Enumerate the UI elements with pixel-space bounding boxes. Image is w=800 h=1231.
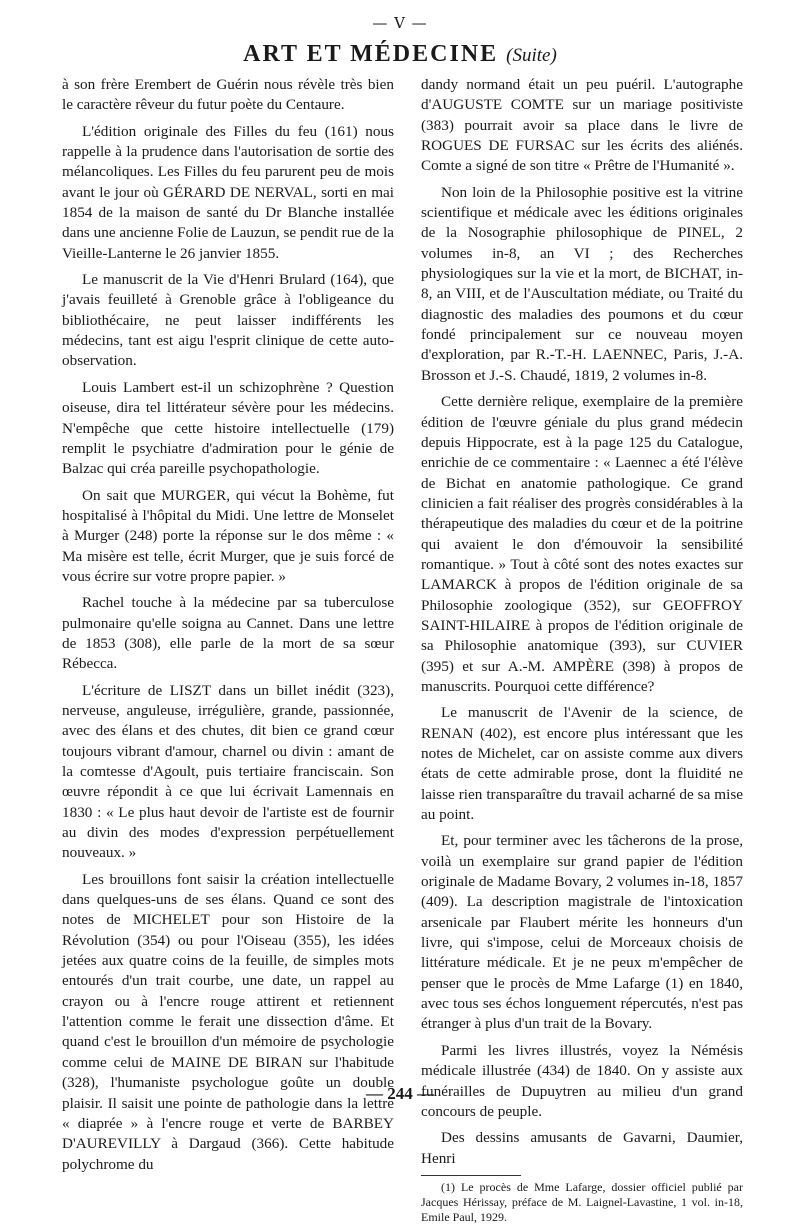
paragraph: Le manuscrit de la Vie d'Henri Brulard (164), que j'avais feuilleté à Grenoble grâce à l'obligeance du bibliothécaire, ne peut laisser indifférents les médecins, tant est aigu l'esprit clinique de cette auto-observation.: [62, 271, 394, 370]
section-numeral: — V —: [372, 14, 428, 32]
paragraph: Des dessins amusants de Gavarni, Daumier, Henri: [421, 1129, 743, 1167]
paragraph: On sait que MURGER, qui vécut la Bohème, fut hospitalisé à l'hôpital du Midi. Une lettre de Monselet à Murger (248) porte la réponse sur le dos même : « Ma misère est telle, écrit Murger, que je suis forcé de vous écrire sur votre propre papier. »: [62, 486, 394, 585]
paragraph: Rachel touche à la médecine par sa tuberculose pulmonaire qu'elle soigna au Cannet. Dans une lettre de 1853 (308), elle parle de la mort de sa sœur Rébecca.: [62, 594, 394, 673]
left-column: [62, 75, 394, 1181]
paragraph: à son frère Erembert de Guérin nous révèle très bien le caractère rêveur du futur poète du Centaure.: [62, 76, 394, 114]
paragraph: Parmi les livres illustrés, voyez la Némésis médicale illustrée (434) de 1840. On y assiste aux funérailles de Dupuytren au milieu d'un grand concours de peuple.: [421, 1041, 743, 1120]
paragraph: Non loin de la Philosophie positive est la vitrine scientifique et médicale avec les éditions originales de la Nosographie philosophique de PINEL, 2 volumes in-8, an VI ; des Recherches physiologiques sur la vie et la mort, de BICHAT, in-8, an VIII, et de l'Auscultation médiate, ou Traité du diagnostic des maladies des poumons et du cœur fondé principalement sur ce nouveau moyen d'exploration, par R.-T.-H. LAENNEC, Paris, J.-A. Brosson et J.-S. Chaudé, 1819, 2 volumes in-8.: [421, 183, 743, 384]
title-main: ART ET MÉDECINE: [243, 41, 499, 67]
paragraph: dandy normand était un peu puéril. L'autographe d'AUGUSTE COMTE sur un mariage positiviste (383) pourrait avoir sa place dans le livre de ROGUES DE FURSAC sur les écrits des aliénés. Comte a signé de son titre « Prêtre de l'Humanité ».: [421, 76, 743, 175]
paragraph: L'écriture de LISZT dans un billet inédit (323), nerveuse, anguleuse, irrégulière, grande, passionnée, avec des élans et des chutes, dit bien ce grand cœur toujours vibrant d'amour, charnel ou divin : amant de la comtesse d'Agoult, puis tertiaire franciscain. Son œuvre répondit à ce que lui écrivait Lamennais en 1830 : « Le plus haut devoir de l'artiste est de fournir au divin des modes d'expression perpétuellement nouveaux. »: [62, 681, 394, 862]
footnote-rule: [421, 1175, 521, 1176]
paragraph: Louis Lambert est-il un schizophrène ? Question oiseuse, dira tel littérateur sévère pour les médecins. N'empêche que cette histoire intellectuelle (179) remplit le psychiatre d'admiration pour le génie de Balzac qui créa pareille psychopathologie.: [62, 378, 394, 478]
paragraph: Le manuscrit de l'Avenir de la science, de RENAN (402), est encore plus intéressant que les notes de Michelet, car on assiste comme aux divers états de cette admirable prose, dont la fluidité ne laisse rien transparaître du travail acharné de sa mise au point.: [421, 704, 743, 824]
paragraph: Et, pour terminer avec les tâcherons de la prose, voilà un exemplaire sur grand papier de l'édition originale de Madame Bovary, 2 volumes in-18, 1857 (409). La description magistrale de l'intoxication arsenicale par Flaubert mérite les honneurs d'un livre, qui s'impose, celui de Morceaux choisis de littérature médicale. Et je ne peux m'empêcher de penser que le procès de Mme Lafarge (1) en 1840, avec tous ses échos longuement répercutés, n'est pas étranger à plus d'un trait de la Bovary.: [421, 832, 743, 1033]
paragraph: L'édition originale des Filles du feu (161) nous rappelle à la prudence dans l'autorisation de sortie des mélancoliques. Les Filles du feu parurent peu de mois avant le jour où GÉRARD DE NERVAL, sorti en mai 1854 de la maison de santé du Dr Blanche installée dans une ancienne Folie de Lauzun, se pendit rue de la Vieille-Lanterne le 26 janvier 1855.: [62, 122, 394, 262]
page-title: [0, 41, 800, 68]
right-column: [421, 75, 743, 1231]
footnote: (1) Le procès de Mme Lafarge, dossier officiel publié par Jacques Hérissay, préface de M. Laignel-Lavastine, 1 vol. in-18, Emile Paul, 1929.: [421, 1179, 743, 1224]
paragraph: Les brouillons font saisir la création intellectuelle dans quelques-uns de ses élans. Quand ce sont des notes de MICHELET pour son Histoire de la Révolution (354) ou pour l'Oiseau (355), les idées jetées aux quatre coins de la feuille, de simples mots entourés d'un trait courbe, une date, un rappel au crayon ou à l'encre rouge attirent et retiennent l'attention comme le ferait une dissection d'âme. Et quand c'est le brouillon d'un mémoire de psychologie comme celui de MAINE DE BIRAN sur l'habitude (328), l'humaniste psychologue goûte un double plaisir. Il saisit une pointe de pathologie dans la lettre « diaprée » à l'encre rouge et verte de BARBEY D'AUREVILLY à Dargaud (366). Cette habitude polychrome du: [62, 870, 394, 1173]
title-suffix: (Suite): [506, 45, 557, 66]
page-number: — 244 —: [366, 1084, 434, 1103]
paragraph: Cette dernière relique, exemplaire de la première édition de l'œuvre géniale du plus grand médecin depuis Hippocrate, est à la page 125 du Catalogue, enrichie de ce commentaire : « Laennec a été l'élève de Bichat en anatomie pathologique. Ce grand clinicien a fait réaliser des progrès considérables à la thérapeutique des maladies du cœur et de la poitrine qui avaient le don d'émouvoir la sensibilité romantique. » Tout à côté sont des notes exactes sur LAMARCK à propos de l'édition originale de sa Philosophie zoologique (352), sur GEOFFROY SAINT-HILAIRE à propos de l'édition originale de sa Philosophie anatomique (393), sur CUVIER (395) et sur A.-M. AMPÈRE (398) à propos de manuscrits. Pourquoi cette différence?: [421, 393, 743, 695]
